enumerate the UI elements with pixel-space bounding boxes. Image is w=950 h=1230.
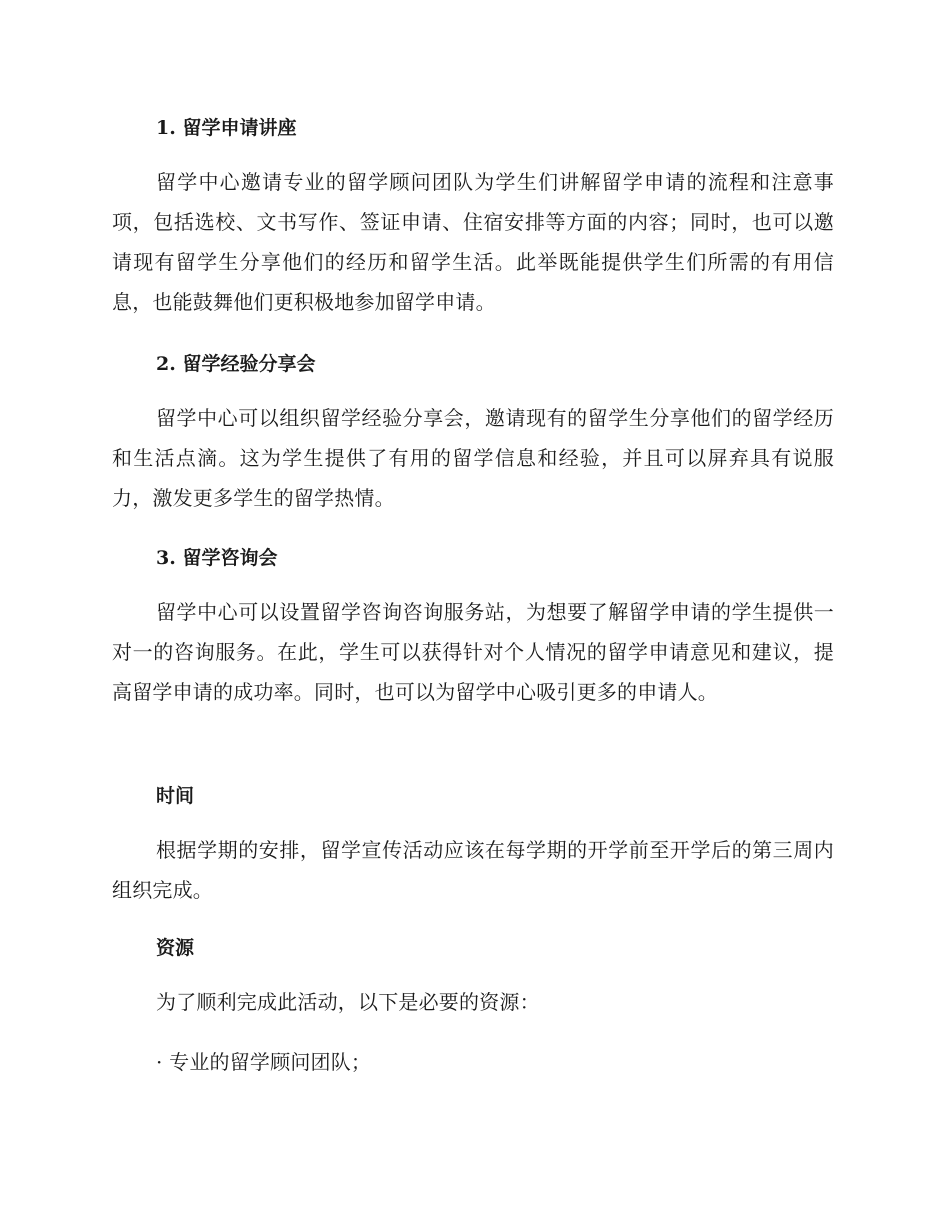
section-body-resources: 为了顺利完成此活动，以下是必要的资源： xyxy=(156,990,540,1014)
list-item: · 专业的留学顾问团队； xyxy=(156,1050,372,1074)
section-heading-consultation: 3. 留学咨询会 xyxy=(156,547,278,569)
section-heading-lecture: 1. 留学申请讲座 xyxy=(156,117,297,139)
section-heading-experience-sharing: 2. 留学经验分享会 xyxy=(156,353,316,375)
section-body-consultation: 留学中心可以设置留学咨询咨询服务站，为想要了解留学申请的学生提供一对一的咨询服务。在此，学生可以获得针对个人情况的留学申请意见和建议，提高留学申请的成功率。同时，也可以为留学中心吸引更多的申请人。 xyxy=(112,600,834,704)
section-body-experience-sharing: 留学中心可以组织留学经验分享会，邀请现有的留学生分享他们的留学经历和生活点滴。这为学生提供了有用的留学信息和经验，并且可以屏弃具有说服力，激发更多学生的留学热情。 xyxy=(112,406,834,510)
section-body-time: 根据学期的安排，留学宣传活动应该在每学期的开学前至开学后的第三周内组织完成。 xyxy=(112,838,834,902)
section-body-lecture: 留学中心邀请专业的留学顾问团队为学生们讲解留学申请的流程和注意事项，包括选校、文书写作、签证申请、住宿安排等方面的内容；同时，也可以邀请现有留学生分享他们的经历和留学生活。此举既能提供学生们所需的有用信息，也能鼓舞他们更积极地参加留学申请。 xyxy=(112,170,834,314)
section-heading-resources: 资源 xyxy=(156,937,195,959)
section-heading-time: 时间 xyxy=(156,785,195,807)
